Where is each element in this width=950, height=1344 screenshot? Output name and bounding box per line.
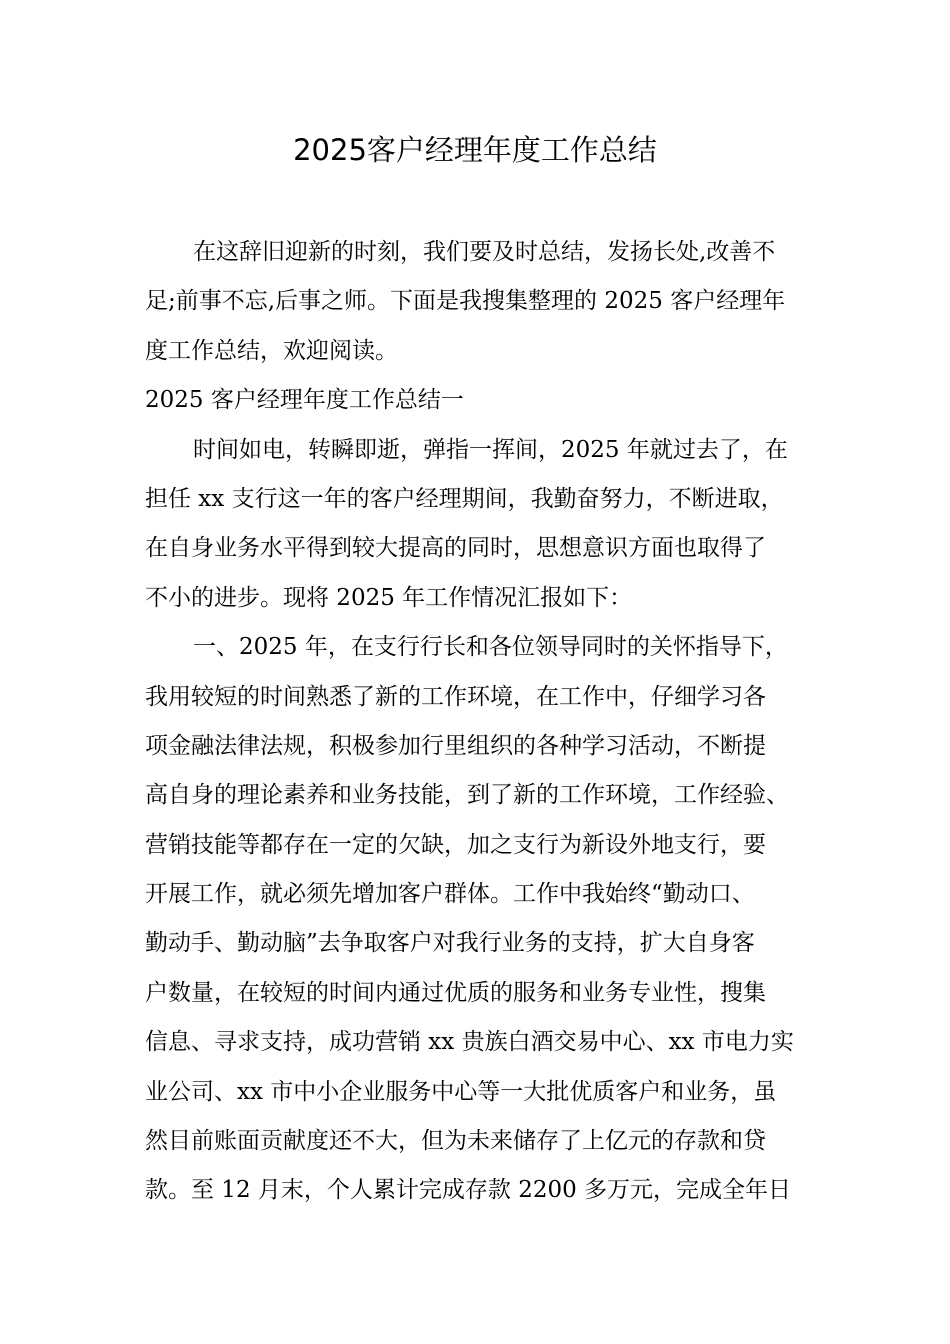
paragraph-line: 时间如电，转瞬即逝，弹指一挥间，2025 年就过去了，在: [193, 436, 788, 463]
paragraph-line: 在自身业务水平得到较大提高的同时，思想意识方面也取得了: [145, 535, 766, 562]
paragraph-line: 然目前账面贡献度还不大，但为未来储存了上亿元的存款和贷: [145, 1128, 766, 1155]
paragraph-line: 项金融法律法规，积极参加行里组织的各种学习活动，不断提: [145, 732, 766, 759]
paragraph-line: 我用较短的时间熟悉了新的工作环境，在工作中，仔细学习各: [145, 683, 766, 710]
paragraph-line: 勤动手、勤动脑”去争取客户对我行业务的支持，扩大自身客: [145, 930, 755, 957]
paragraph-line: 高自身的理论素养和业务技能，到了新的工作环境，工作经验、: [145, 782, 789, 809]
paragraph-line: 营销技能等都存在一定的欠缺，加之支行为新设外地支行，要: [145, 831, 766, 858]
paragraph-line: 在这辞旧迎新的时刻，我们要及时总结，发扬长处,改善不: [193, 239, 776, 265]
section-heading: 2025 客户经理年度工作总结一: [145, 387, 464, 414]
paragraph-line: 不小的进步。现将 2025 年工作情况汇报如下：: [145, 584, 633, 611]
paragraph-line: 信息、寻求支持，成功营销 xx 贵族白酒交易中心、xx 市电力实: [145, 1029, 794, 1056]
document-body: [145, 228, 845, 1216]
paragraph-line: 度工作总结，欢迎阅读。: [145, 337, 398, 364]
document-title: 2025客户经理年度工作总结: [293, 133, 657, 167]
paragraph-line: 户数量，在较短的时间内通过优质的服务和业务专业性，搜集: [145, 979, 766, 1006]
paragraph-line: 担任 xx 支行这一年的客户经理期间，我勤奋努力，不断进取，: [145, 485, 784, 512]
paragraph-line: 一、2025 年，在支行行长和各位领导同时的关怀指导下，: [193, 634, 788, 661]
paragraph-line: 开展工作，就必须先增加客户群体。工作中我始终“勤动口、: [145, 881, 755, 908]
paragraph-line: 业公司、xx 市中小企业服务中心等一大批优质客户和业务，虽: [145, 1078, 777, 1105]
paragraph-line: 款。至 12 月末，个人累计完成存款 2200 多万元，完成全年日: [145, 1177, 792, 1204]
paragraph-line: 足;前事不忘,后事之师。下面是我搜集整理的 2025 客户经理年: [145, 288, 786, 315]
